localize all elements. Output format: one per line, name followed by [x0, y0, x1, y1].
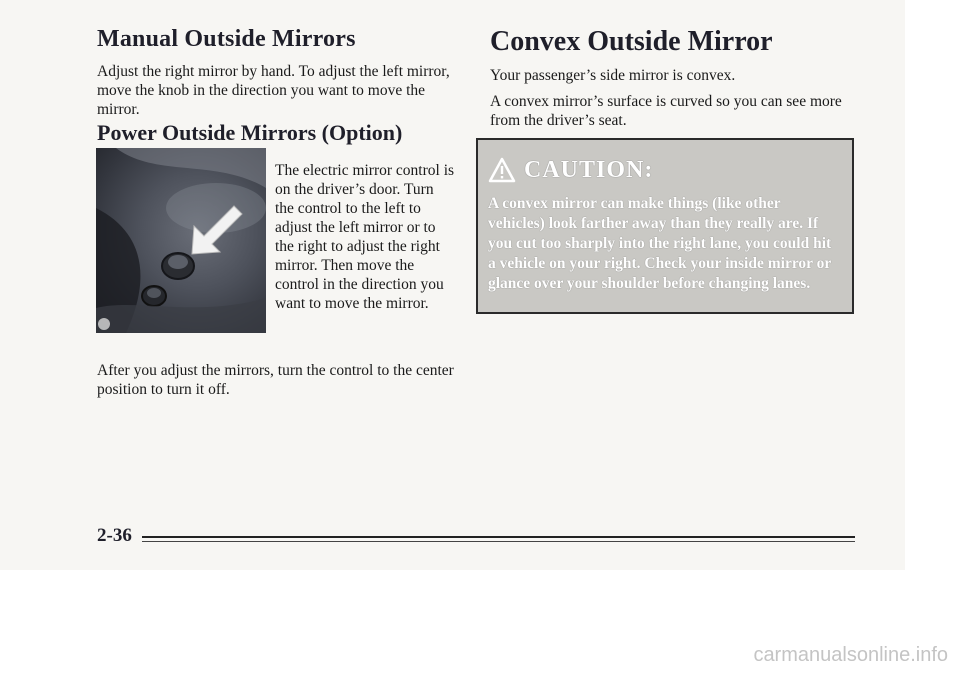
footer-rule-thin [142, 541, 855, 542]
manual-mirrors-text: Adjust the right mirror by hand. To adjust the left mirror, move the knob in the direction you want to move the mirror. [97, 63, 450, 118]
caution-text: A convex mirror can make things (like other vehicles) look farther away than they really are. If you cut too sharply into the right lane, you could hit a vehicle on your right. Check your inside mirror or glance over your shoulder before changing lanes. [488, 195, 832, 292]
after-adjust-text: After you adjust the mirrors, turn the control to the center position to turn it off. [97, 362, 454, 398]
caution-title: CAUTION: [524, 156, 654, 183]
mirror-control-photo [96, 148, 266, 333]
caution-header [488, 150, 838, 190]
warning-triangle-icon [488, 157, 516, 183]
footer-rule [142, 536, 855, 538]
power-mirrors-heading: Power Outside Mirrors (Option) [97, 120, 403, 145]
power-mirrors-text: The electric mirror control is on the driver’s door. Turn the control to the left to adjust the left mirror or to the right to adjust the right mirror. Then move the control in the direction you want to move the mirror. [275, 162, 455, 312]
convex-mirror-text-1: Your passenger’s side mirror is convex. [490, 67, 736, 84]
convex-mirror-text-2: A convex mirror’s surface is curved so you can see more from the driver’s seat. [490, 93, 842, 129]
caution-box [476, 138, 854, 314]
page-number: 2-36 [97, 525, 132, 546]
manual-mirrors-heading: Manual Outside Mirrors [97, 26, 356, 52]
mirror-control-illustration [96, 148, 266, 333]
watermark-text: carmanualsonline.info [753, 644, 948, 666]
convex-mirror-heading: Convex Outside Mirror [490, 26, 773, 57]
